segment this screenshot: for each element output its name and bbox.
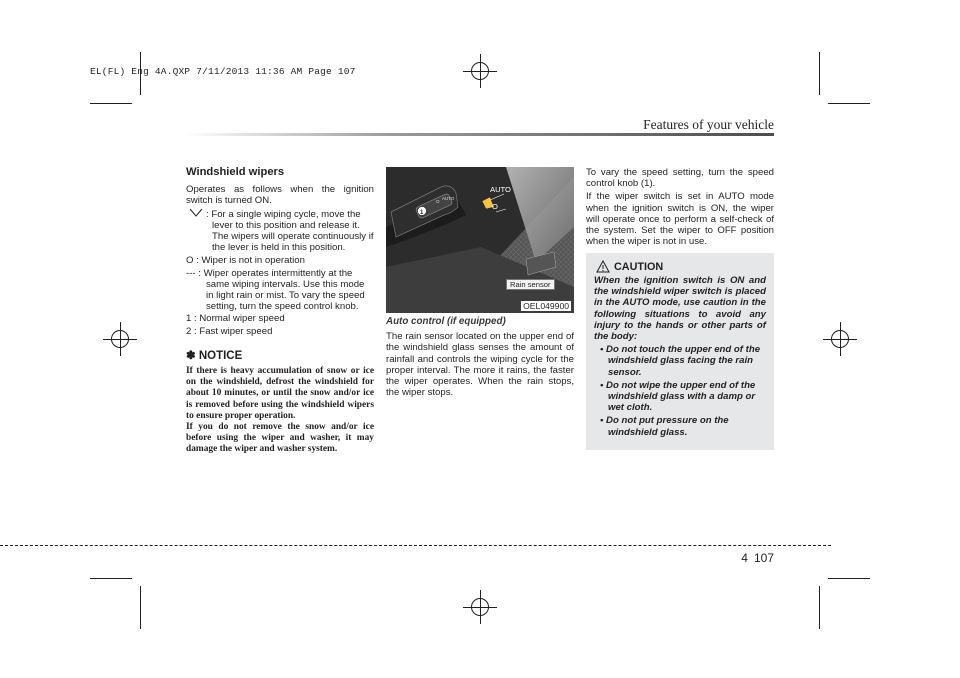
wiper-mode-off (186, 255, 374, 266)
chapter-number: 4 (741, 551, 748, 565)
notice-paragraph-1: If there is heavy accumulation of snow or ice on the windshield, defrost the windshield for about 10 minutes, or until the snow and/or ice is removed before using the windshield wipers to ensure proper operation. (186, 366, 374, 421)
crop-mark-bl-v (140, 586, 141, 629)
svg-text:AUTO: AUTO (442, 196, 455, 201)
column-windshield-wipers (186, 167, 374, 456)
wiper-mode-int (186, 268, 374, 313)
wiper-mode-fast-text: : Fast wiper speed (194, 325, 273, 337)
label-auto: AUTO (490, 185, 511, 194)
wiper-mode-normal-text: : Normal wiper speed (194, 313, 285, 325)
notice-paragraph-2: If you do not remove the snow and/or ice before using the wiper and washer, it may damage the wiper and washer system. (186, 422, 374, 455)
wiper-figure (386, 167, 574, 313)
intro-text: Operates as follows when the ignition switch is turned ON. (186, 184, 374, 207)
svg-text:1: 1 (420, 210, 424, 216)
print-slug: EL(FL) Eng 4A.QXP 7/11/2013 11:36 AM Page 107 (90, 66, 356, 77)
crop-mark-tl-h (90, 103, 132, 104)
caution-bullet-3: • Do not put pressure on the windshield glass. (600, 415, 729, 438)
caution-bullet-1-text: Do not touch the upper end of the windshield glass facing the rain sensor. (606, 344, 761, 378)
figure-code: OEL049900 (523, 301, 569, 311)
wiper-mode-single (186, 209, 374, 254)
caution-bullet-1: • Do not touch the upper end of the windshield glass facing the rain sensor. (600, 344, 761, 378)
page-number-value: 107 (753, 551, 774, 565)
wiper-mode-normal (186, 313, 374, 324)
wiper-mode-fast-symbol: 2 (186, 325, 192, 337)
wiper-lever-illustration (386, 167, 574, 313)
wiper-mode-off-symbol: O (186, 255, 194, 267)
notice-title: ✽ NOTICE (186, 349, 243, 362)
mist-chevron-icon (189, 208, 203, 220)
label-o: O (492, 202, 498, 211)
column-auto-control (386, 316, 574, 400)
auto-mode-text: If the wiper switch is set in AUTO mode when the ignition switch is ON, the wiper will operate once to perform a self-check of the system. Set the wiper to OFF position when the wiper is not in use. (586, 191, 774, 248)
wiper-mode-int-symbol: --- (186, 267, 196, 279)
registration-mark-top (463, 54, 497, 88)
caution-bullet-3-text: Do not put pressure on the windshield glass. (606, 415, 729, 438)
caution-title: CAUTION (614, 261, 664, 273)
caution-lead: When the ignition switch is ON and the windshield wiper switch is placed in the AUTO mode, use caution in the following situations to avoid any injury to the hands or other parts of the body: (594, 275, 766, 343)
crop-mark-tr-h (828, 103, 870, 104)
header-rule (186, 133, 774, 136)
warning-triangle-icon (596, 260, 610, 278)
column-speed-setting (586, 167, 774, 249)
footer-rule (0, 545, 831, 546)
registration-mark-bottom (463, 590, 497, 624)
crop-mark-br-h (828, 578, 870, 579)
crop-mark-br-v (819, 586, 820, 629)
wiper-mode-off-text: : Wiper is not in operation (196, 255, 305, 267)
crop-mark-tr-v (819, 52, 820, 95)
crop-mark-bl-h (90, 578, 132, 579)
wiper-mode-normal-symbol: 1 (186, 313, 192, 325)
section-title: Features of your vehicle (643, 117, 774, 132)
wiper-mode-fast (186, 326, 374, 337)
wiper-mode-int-text: : Wiper operates intermittently at the same wiping intervals. Use this mode in light rain or mist. To vary the speed setting, turn the speed control knob. (198, 267, 365, 313)
svg-text:O: O (436, 199, 440, 204)
auto-control-text: The rain sensor located on the upper end of the windshield glass senses the amount of rainfall and controls the wiping cycle for the proper interval. The more it rains, the faster the wiper operates. When the rain stops, the wiper stops. (386, 331, 574, 399)
heading-windshield-wipers: Windshield wipers (186, 166, 285, 178)
speed-setting-text: To vary the speed setting, turn the speed control knob (1). (586, 167, 774, 190)
registration-mark-left (103, 322, 137, 356)
wiper-mode-single-text: : For a single wiping cycle, move the lever to this position and release it. The wipers will operate continuously if the lever is held in this position. (206, 208, 374, 254)
figure-caption: Auto control (if equipped) (386, 316, 506, 327)
label-rain-sensor: Rain sensor (506, 279, 555, 290)
caution-bullet-2-text: Do not wipe the upper end of the windshield glass with a damp or wet cloth. (606, 379, 756, 414)
caution-bullet-2: • Do not wipe the upper end of the windshield glass with a damp or wet cloth. (600, 379, 756, 414)
page-number (741, 551, 774, 565)
caution-box (586, 253, 774, 450)
registration-mark-right (823, 322, 857, 356)
